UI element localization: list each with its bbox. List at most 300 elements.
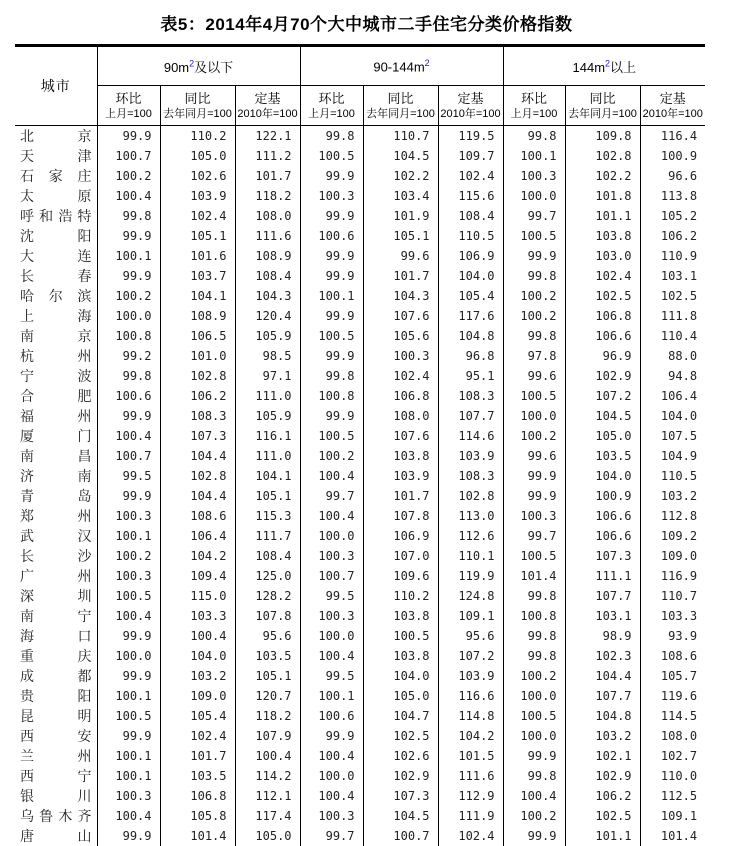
value-cell: 101.7 [235,166,300,186]
table-row [15,686,705,706]
value-cell: 99.9 [300,266,363,286]
value-cell: 117.6 [438,306,503,326]
value-cell: 111.6 [235,226,300,246]
value-cell: 100.8 [97,326,160,346]
table-row [15,526,705,546]
value-cell: 100.4 [300,646,363,666]
group-label-suffix: 以上 [610,59,637,75]
value-cell: 102.9 [565,766,640,786]
value-cell: 99.8 [300,126,363,147]
value-cell: 100.3 [97,566,160,586]
value-cell: 95.6 [438,626,503,646]
value-cell: 99.9 [97,726,160,746]
value-cell: 99.9 [300,206,363,226]
value-cell: 104.0 [640,406,705,426]
value-cell: 111.6 [438,766,503,786]
value-cell: 116.1 [235,426,300,446]
value-cell: 115.0 [160,586,235,606]
city-cell: 呼 和 浩 特 [20,208,92,224]
value-cell: 103.2 [160,666,235,686]
value-cell: 102.5 [363,726,438,746]
value-cell: 100.2 [503,426,565,446]
subheader-yoy-1: 同比 去年同月=100 [160,86,235,126]
value-cell: 99.6 [363,246,438,266]
value-cell: 105.6 [363,326,438,346]
value-cell: 100.4 [97,186,160,206]
value-cell: 116.9 [640,566,705,586]
value-cell: 104.0 [565,466,640,486]
value-cell: 100.4 [97,426,160,446]
value-cell: 102.5 [640,286,705,306]
table-row [15,626,705,646]
value-cell: 103.9 [438,446,503,466]
subheader-yoy-3: 同比 去年同月=100 [565,86,640,126]
city-cell: 杭 州 [20,348,92,364]
value-cell: 108.6 [160,506,235,526]
value-cell: 100.1 [300,686,363,706]
value-cell: 100.0 [97,646,160,666]
value-cell: 103.3 [640,606,705,626]
value-cell: 104.5 [363,806,438,826]
subheader-base-3: 定基 2010年=100 [640,86,705,126]
city-cell: 天 津 [20,148,92,164]
value-cell: 112.6 [438,526,503,546]
city-cell: 昆 明 [20,708,92,724]
value-cell: 99.9 [97,666,160,686]
value-cell: 100.7 [300,566,363,586]
value-cell: 99.9 [503,466,565,486]
city-cell: 沈 阳 [20,228,92,244]
value-cell: 114.5 [640,706,705,726]
value-cell: 105.0 [363,686,438,706]
value-cell: 107.3 [565,546,640,566]
value-cell: 105.1 [235,666,300,686]
group-header-row [15,46,705,86]
value-cell: 101.0 [160,346,235,366]
subheader-base-2: 定基 2010年=100 [438,86,503,126]
value-cell: 110.9 [640,246,705,266]
value-cell: 104.1 [160,286,235,306]
value-cell: 104.5 [565,406,640,426]
value-cell: 100.8 [503,606,565,626]
table-row [15,166,705,186]
table-row [15,466,705,486]
value-cell: 104.7 [363,706,438,726]
value-cell: 105.0 [565,426,640,446]
city-cell: 深 圳 [20,588,92,604]
subheader-mom-3: 环比 上月=100 [503,86,565,126]
value-cell: 107.0 [363,546,438,566]
value-cell: 99.9 [97,486,160,506]
value-cell: 96.9 [565,346,640,366]
value-cell: 101.1 [565,206,640,226]
group-label-suffix: 及以下 [194,59,234,75]
city-cell: 南 京 [20,328,92,344]
value-cell: 99.2 [97,346,160,366]
value-cell: 106.8 [160,786,235,806]
value-cell: 118.2 [235,186,300,206]
value-cell: 99.8 [503,646,565,666]
value-cell: 100.4 [300,746,363,766]
value-cell: 108.4 [235,546,300,566]
value-cell: 100.5 [97,586,160,606]
value-cell: 108.4 [235,266,300,286]
value-cell: 102.4 [363,366,438,386]
value-cell: 119.9 [438,566,503,586]
city-cell: 南 昌 [20,448,92,464]
value-cell: 100.2 [503,806,565,826]
value-cell: 118.2 [235,706,300,726]
value-cell: 100.4 [300,506,363,526]
value-cell: 100.0 [503,726,565,746]
value-cell: 100.5 [363,626,438,646]
price-index-table [15,44,705,846]
value-cell: 102.8 [160,466,235,486]
value-cell: 103.8 [363,646,438,666]
value-cell: 115.3 [235,506,300,526]
city-column-header: 城市 [15,46,97,126]
table-row [15,426,705,446]
value-cell: 100.3 [363,346,438,366]
table-row [15,386,705,406]
value-cell: 101.8 [565,186,640,206]
value-cell: 109.1 [438,606,503,626]
table-row [15,546,705,566]
city-cell: 广 州 [20,568,92,584]
value-cell: 122.1 [235,126,300,147]
value-cell: 106.2 [640,226,705,246]
value-cell: 99.5 [300,666,363,686]
value-cell: 109.1 [640,806,705,826]
value-cell: 109.0 [160,686,235,706]
value-cell: 106.4 [160,526,235,546]
value-cell: 107.7 [438,406,503,426]
table-row [15,666,705,686]
value-cell: 100.3 [503,506,565,526]
value-cell: 103.4 [363,186,438,206]
value-cell: 99.9 [503,486,565,506]
table-row [15,826,705,846]
table-row [15,186,705,206]
value-cell: 104.8 [565,706,640,726]
value-cell: 106.2 [160,386,235,406]
value-cell: 108.4 [438,206,503,226]
value-cell: 112.1 [235,786,300,806]
city-cell: 唐 山 [20,828,92,844]
value-cell: 103.1 [640,266,705,286]
value-cell: 110.2 [363,586,438,606]
value-cell: 114.8 [438,706,503,726]
table-row [15,306,705,326]
value-cell: 99.9 [97,266,160,286]
value-cell: 99.9 [97,226,160,246]
value-cell: 106.6 [565,526,640,546]
city-cell: 石 家 庄 [20,168,92,184]
value-cell: 100.4 [97,606,160,626]
value-cell: 100.6 [97,386,160,406]
value-cell: 101.5 [438,746,503,766]
value-cell: 104.4 [160,446,235,466]
value-cell: 103.2 [640,486,705,506]
value-cell: 100.2 [503,666,565,686]
value-cell: 102.4 [438,826,503,846]
city-cell: 贵 阳 [20,688,92,704]
value-cell: 99.7 [300,826,363,846]
table-row [15,286,705,306]
table-row [15,726,705,746]
value-cell: 100.5 [97,706,160,726]
value-cell: 111.8 [640,306,705,326]
table-row [15,646,705,666]
value-cell: 100.7 [97,446,160,466]
value-cell: 119.6 [640,686,705,706]
value-cell: 119.5 [438,126,503,147]
value-cell: 102.3 [565,646,640,666]
value-cell: 102.2 [363,166,438,186]
value-cell: 96.6 [640,166,705,186]
value-cell: 100.3 [503,166,565,186]
value-cell: 104.1 [235,466,300,486]
value-cell: 107.3 [160,426,235,446]
value-cell: 107.8 [363,506,438,526]
value-cell: 100.1 [300,286,363,306]
value-cell: 101.7 [160,746,235,766]
city-cell: 哈 尔 滨 [20,288,92,304]
value-cell: 108.9 [160,306,235,326]
value-cell: 100.5 [300,426,363,446]
value-cell: 93.9 [640,626,705,646]
value-cell: 105.2 [640,206,705,226]
value-cell: 111.1 [565,566,640,586]
value-cell: 100.1 [97,746,160,766]
value-cell: 94.8 [640,366,705,386]
superscript-2: 2 [189,58,195,69]
table-row [15,606,705,626]
value-cell: 113.8 [640,186,705,206]
city-cell: 兰 州 [20,748,92,764]
table-row [15,366,705,386]
value-cell: 125.0 [235,566,300,586]
value-cell: 110.2 [160,126,235,147]
value-cell: 103.8 [363,606,438,626]
value-cell: 100.3 [97,786,160,806]
group-label-prefix: 90-144m [373,59,425,75]
value-cell: 107.6 [363,426,438,446]
value-cell: 99.9 [300,346,363,366]
value-cell: 100.1 [97,766,160,786]
value-cell: 106.6 [565,326,640,346]
value-cell: 104.3 [235,286,300,306]
value-cell: 99.7 [503,206,565,226]
value-cell: 104.9 [640,446,705,466]
value-cell: 100.2 [503,306,565,326]
value-cell: 100.0 [97,306,160,326]
value-cell: 99.9 [97,626,160,646]
value-cell: 100.2 [97,286,160,306]
value-cell: 109.4 [160,566,235,586]
value-cell: 100.4 [503,786,565,806]
value-cell: 100.3 [300,186,363,206]
value-cell: 88.0 [640,346,705,366]
subheader-mom-2: 环比 上月=100 [300,86,363,126]
value-cell: 107.9 [235,726,300,746]
value-cell: 103.9 [438,666,503,686]
value-cell: 100.0 [503,406,565,426]
value-cell: 100.8 [300,386,363,406]
value-cell: 107.6 [363,306,438,326]
table-row [15,586,705,606]
value-cell: 100.4 [97,806,160,826]
value-cell: 95.1 [438,366,503,386]
value-cell: 99.9 [300,726,363,746]
superscript-2: 2 [424,57,430,68]
value-cell: 102.2 [565,166,640,186]
city-cell: 青 岛 [20,488,92,504]
table-row [15,266,705,286]
value-cell: 100.5 [300,146,363,166]
value-cell: 108.3 [438,386,503,406]
value-cell: 99.8 [503,126,565,147]
value-cell: 108.0 [235,206,300,226]
value-cell: 99.9 [300,406,363,426]
value-cell: 99.8 [300,366,363,386]
value-cell: 106.8 [565,306,640,326]
value-cell: 109.6 [363,566,438,586]
value-cell: 102.4 [160,726,235,746]
subheader-yoy-2: 同比 去年同月=100 [363,86,438,126]
table-row [15,746,705,766]
value-cell: 100.3 [300,606,363,626]
value-cell: 101.7 [363,266,438,286]
value-cell: 100.0 [503,186,565,206]
subheader-mom-1: 环比 上月=100 [97,86,160,126]
value-cell: 107.5 [640,426,705,446]
value-cell: 107.3 [363,786,438,806]
value-cell: 100.2 [97,166,160,186]
value-cell: 108.9 [235,246,300,266]
value-cell: 101.9 [363,206,438,226]
value-cell: 108.0 [363,406,438,426]
value-cell: 102.1 [565,746,640,766]
value-cell: 110.5 [640,466,705,486]
value-cell: 111.2 [235,146,300,166]
city-cell: 合 肥 [20,388,92,404]
value-cell: 103.0 [565,246,640,266]
subheader-base-1: 定基 2010年=100 [235,86,300,126]
value-cell: 114.2 [235,766,300,786]
value-cell: 104.4 [565,666,640,686]
group-label-prefix: 144m [572,59,606,75]
value-cell: 102.8 [565,146,640,166]
value-cell: 120.4 [235,306,300,326]
value-cell: 102.4 [438,166,503,186]
value-cell: 109.8 [565,126,640,147]
value-cell: 100.3 [97,506,160,526]
value-cell: 108.3 [160,406,235,426]
value-cell: 95.6 [235,626,300,646]
city-cell: 乌 鲁 木 齐 [20,808,92,824]
value-cell: 99.5 [97,466,160,486]
city-cell: 大 连 [20,248,92,264]
value-cell: 98.5 [235,346,300,366]
city-cell: 西 宁 [20,768,92,784]
value-cell: 99.8 [503,326,565,346]
value-cell: 109.0 [640,546,705,566]
city-cell: 宁 波 [20,368,92,384]
value-cell: 103.5 [565,446,640,466]
value-cell: 110.0 [640,766,705,786]
value-cell: 104.4 [160,486,235,506]
value-cell: 109.2 [640,526,705,546]
value-cell: 109.7 [438,146,503,166]
value-cell: 99.9 [300,166,363,186]
value-cell: 100.5 [503,706,565,726]
table-row [15,326,705,346]
value-cell: 103.2 [565,726,640,746]
value-cell: 100.3 [300,806,363,826]
value-cell: 101.7 [363,486,438,506]
value-cell: 103.1 [565,606,640,626]
value-cell: 114.6 [438,426,503,446]
table-row [15,226,705,246]
value-cell: 101.1 [565,826,640,846]
value-cell: 100.1 [97,686,160,706]
value-cell: 100.2 [503,286,565,306]
value-cell: 102.9 [363,766,438,786]
value-cell: 105.0 [160,146,235,166]
value-cell: 103.9 [160,186,235,206]
group-header-144-above [503,46,705,86]
table-row [15,246,705,266]
value-cell: 99.9 [300,246,363,266]
value-cell: 98.9 [565,626,640,646]
value-cell: 110.7 [363,126,438,147]
value-cell: 104.8 [438,326,503,346]
table-row [15,786,705,806]
value-cell: 100.4 [160,626,235,646]
value-cell: 105.1 [160,226,235,246]
city-cell: 长 沙 [20,548,92,564]
value-cell: 99.6 [503,446,565,466]
value-cell: 124.8 [438,586,503,606]
value-cell: 102.4 [565,266,640,286]
value-cell: 101.6 [160,246,235,266]
value-cell: 99.6 [503,366,565,386]
value-cell: 115.6 [438,186,503,206]
city-cell: 海 口 [20,628,92,644]
value-cell: 99.8 [503,266,565,286]
value-cell: 100.1 [97,526,160,546]
table-row [15,806,705,826]
value-cell: 106.5 [160,326,235,346]
value-cell: 102.5 [565,286,640,306]
value-cell: 111.0 [235,386,300,406]
city-cell: 西 安 [20,728,92,744]
table-row [15,706,705,726]
value-cell: 112.9 [438,786,503,806]
city-cell: 济 南 [20,468,92,484]
value-cell: 100.5 [503,546,565,566]
table-row [15,766,705,786]
value-cell: 99.8 [503,626,565,646]
table-row [15,506,705,526]
value-cell: 100.4 [300,786,363,806]
value-cell: 99.8 [503,586,565,606]
value-cell: 105.4 [438,286,503,306]
value-cell: 103.8 [363,446,438,466]
value-cell: 100.0 [300,526,363,546]
table-row [15,346,705,366]
